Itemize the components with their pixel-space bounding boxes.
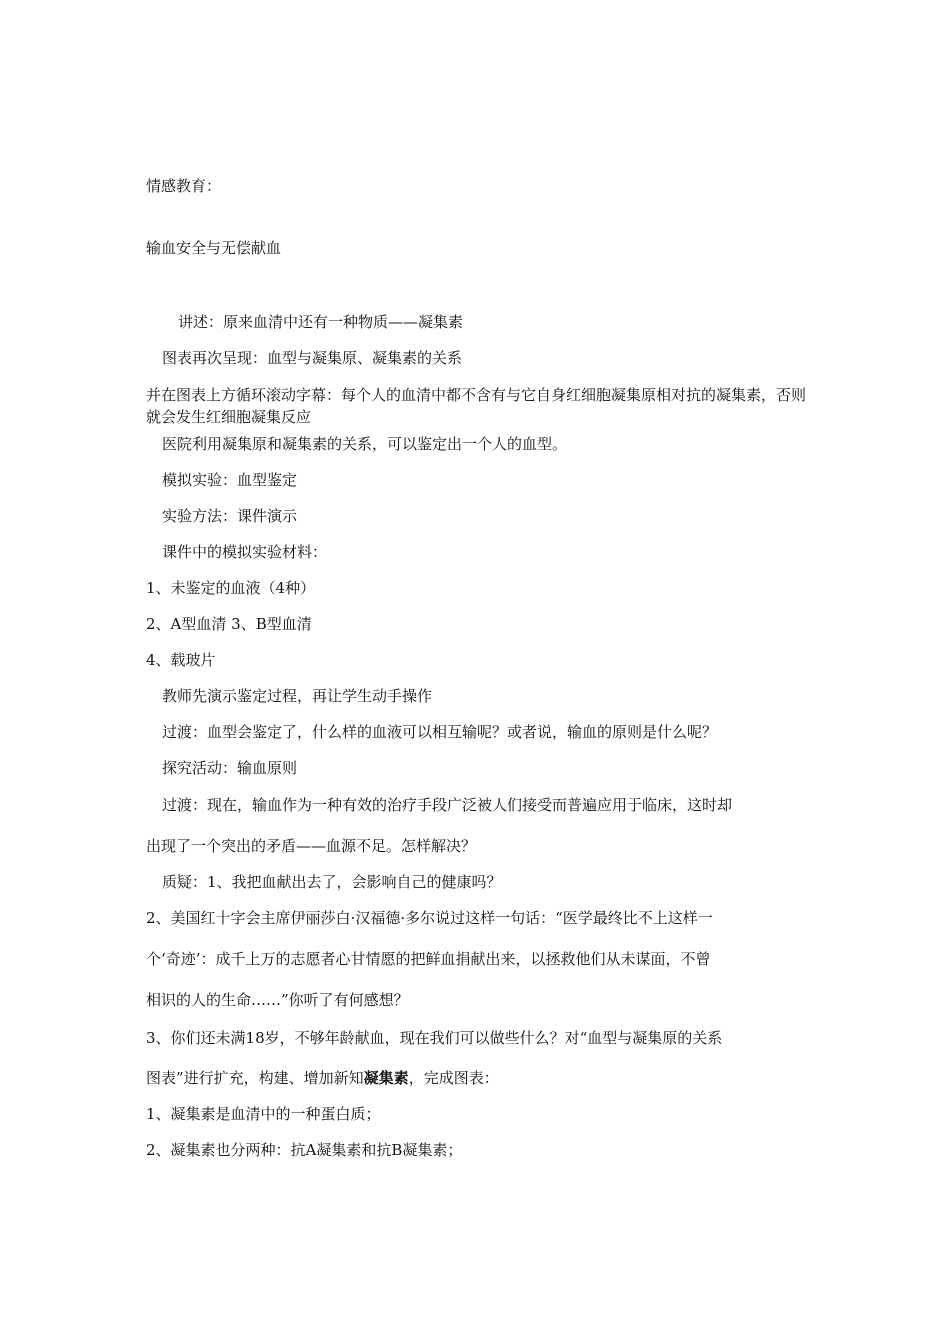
paragraph: 医院利用凝集原和凝集素的关系，可以鉴定出一个人的血型。 [162, 435, 568, 453]
paragraph: 个‘奇迹’：成千上万的志愿者心甘情愿的把鲜血捐献出来，以拯救他们从未谋面，不曾 [146, 950, 711, 968]
section-heading: 情感教育： [146, 177, 222, 195]
paragraph: 过渡：血型会鉴定了，什么样的血液可以相互输呢？或者说，输血的原则是什么呢？ [162, 723, 718, 741]
paragraph: 出现了一个突出的矛盾——血源不足。怎样解决？ [146, 837, 477, 855]
text-run: ，完成图表： [408, 1069, 499, 1087]
paragraph: 质疑：1、我把血献出去了，会影响自己的健康吗？ [162, 873, 502, 891]
topic-title: 输血安全与无偿献血 [146, 239, 282, 257]
list-item: 2、A型血清 3、B型血清 [146, 615, 312, 633]
paragraph [146, 1068, 499, 1088]
paragraph: 课件中的模拟实验材料： [162, 543, 328, 561]
paragraph: 教师先演示鉴定过程，再让学生动手操作 [162, 687, 433, 705]
paragraph: 模拟实验：血型鉴定 [162, 471, 298, 489]
text-run: 图表”进行扩充，构建、增加新知 [146, 1069, 364, 1087]
list-item: 2、凝集素也分两种：抗A凝集素和抗B凝集素； [146, 1141, 463, 1159]
paragraph: 探究活动：输血原则 [162, 759, 298, 777]
list-item: 1、凝集素是血清中的一种蛋白质； [146, 1105, 381, 1123]
bold-term: 凝集素 [363, 1069, 409, 1087]
paragraph: 讲述：原来血清中还有一种物质——凝集素 [178, 313, 464, 331]
list-item: 1、未鉴定的血液（4种） [146, 579, 316, 597]
paragraph: 并在图表上方循环滚动字幕：每个人的血清中都不含有与它自身红细胞凝集原相对抗的凝集素，否则就会发生红细胞凝集反应 [146, 386, 807, 426]
paragraph: 3、你们还未满18岁，不够年龄献血，现在我们可以做些什么？对“血型与凝集原的关系 [146, 1029, 723, 1047]
paragraph: 实验方法：课件演示 [162, 507, 298, 525]
paragraph: 过渡：现在，输血作为一种有效的治疗手段广泛被人们接受而普遍应用于临床，这时却 [162, 796, 733, 814]
paragraph: 2、美国红十字会主席伊丽莎白·汉福德·多尔说过这样一句话：“医学最终比不上这样一 [146, 909, 713, 927]
list-item: 4、载玻片 [146, 651, 216, 669]
paragraph: 图表再次呈现：血型与凝集原、凝集素的关系 [162, 349, 463, 367]
paragraph: 相识的人的生命……”你听了有何感想？ [146, 991, 409, 1009]
